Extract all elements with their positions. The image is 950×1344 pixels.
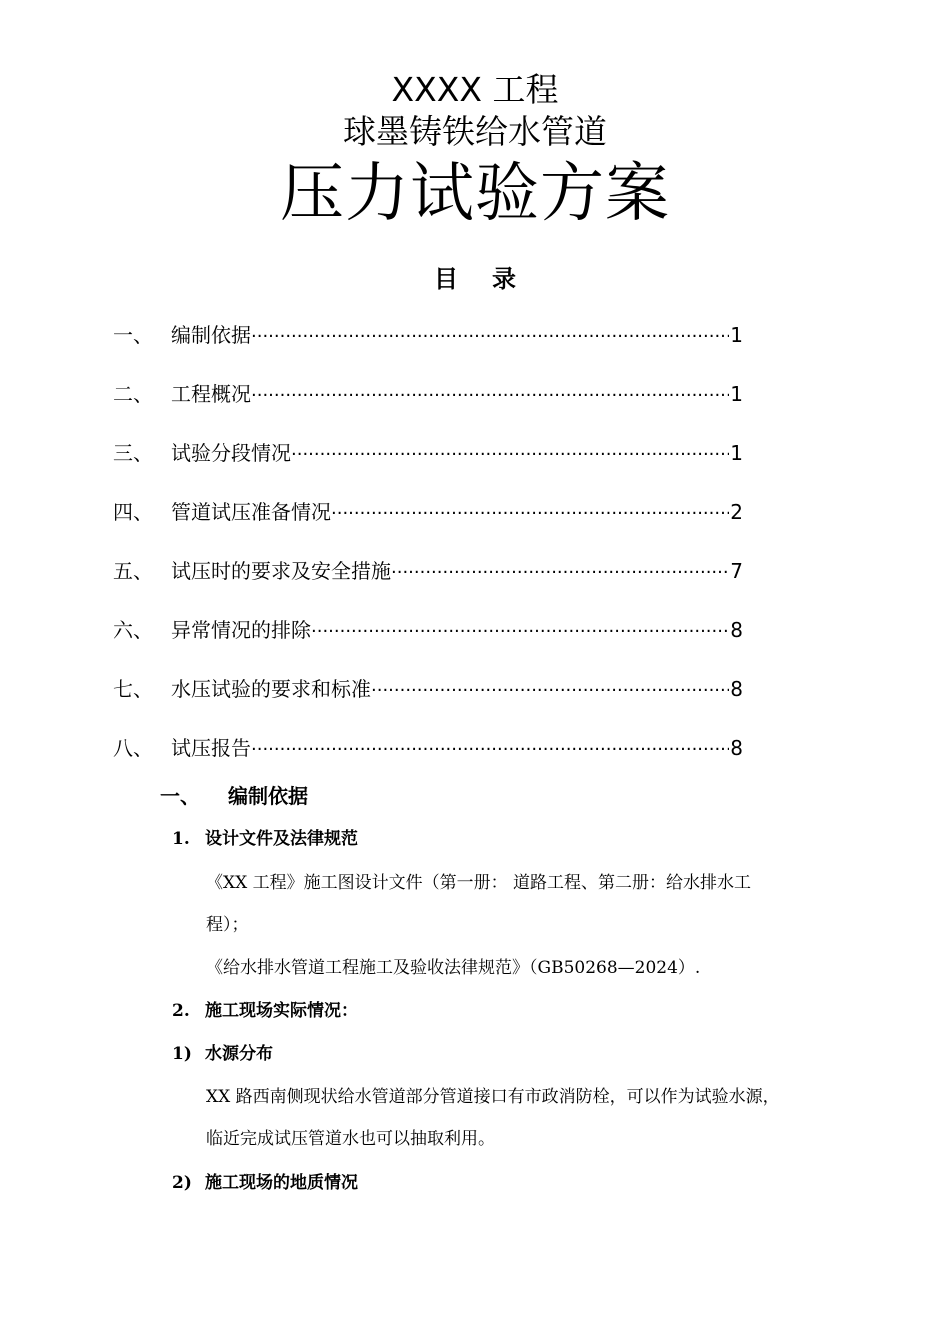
list-item-number: 2) <box>172 1173 192 1193</box>
subsection-title: 设计文件及法律规范 <box>205 829 358 849</box>
toc-leader-dots <box>331 499 729 529</box>
toc-leader-dots <box>291 440 729 470</box>
subsection-heading <box>172 998 358 1024</box>
toc-item-page: 8 <box>730 677 743 701</box>
paragraph-line: 《XX 工程》施工图设计文件（第一册： 道路工程、第二册：给水排水工 <box>206 873 752 893</box>
toc-item <box>113 615 743 645</box>
toc-item-page: 1 <box>730 382 743 406</box>
toc-item-title: 工程概况 <box>171 382 251 406</box>
toc-item-page: 8 <box>730 736 743 760</box>
toc-item-page: 7 <box>730 559 743 583</box>
toc-item-number: 二、 <box>113 382 153 406</box>
section-heading <box>160 781 308 811</box>
project-title: XXXX 工程 <box>391 70 559 109</box>
toc-leader-dots <box>311 617 729 647</box>
toc-item <box>113 320 743 350</box>
toc-item <box>113 379 743 409</box>
toc-item-title: 管道试压准备情况 <box>171 500 331 524</box>
paragraph-line: XX 路西南侧现状给水管道部分管道接口有市政消防栓，可以作为试验水源， <box>206 1087 780 1107</box>
toc-item <box>113 733 743 763</box>
subsection-title: 施工现场实际情况： <box>205 1001 358 1021</box>
toc-item <box>113 556 743 586</box>
subsection-heading <box>172 826 358 852</box>
toc-item <box>113 438 743 468</box>
toc-item-title: 试压时的要求及安全措施 <box>171 559 391 583</box>
toc-item <box>113 497 743 527</box>
toc-item-number: 六、 <box>113 618 153 642</box>
subsection-number: 2. <box>172 1001 190 1021</box>
toc-item-number: 七、 <box>113 677 153 701</box>
toc-leader-dots <box>251 381 729 411</box>
section-title: 编制依据 <box>228 784 308 808</box>
toc-leader-dots <box>251 735 729 765</box>
toc-heading: 目录 <box>434 265 550 293</box>
list-item-title: 水源分布 <box>205 1044 273 1064</box>
toc-item-title: 试压报告 <box>171 736 251 760</box>
toc-leader-dots <box>371 676 729 706</box>
toc-item-title: 编制依据 <box>171 323 251 347</box>
document-title: 压力试验方案 <box>280 157 670 231</box>
toc-item-page: 1 <box>730 441 743 465</box>
toc-item-page: 1 <box>730 323 743 347</box>
toc-item-number: 五、 <box>113 559 153 583</box>
paragraph-line: 程）； <box>206 915 249 935</box>
toc-item-number: 三、 <box>113 441 153 465</box>
toc-item-number: 八、 <box>113 736 153 760</box>
toc-item-title: 试验分段情况 <box>171 441 291 465</box>
paragraph-line: 《给水排水管道工程施工及验收法律规范》（GB50268—2024）. <box>206 958 701 978</box>
toc-item-title: 水压试验的要求和标准 <box>171 677 371 701</box>
list-item-heading <box>172 1170 358 1196</box>
toc-leader-dots <box>251 322 729 352</box>
list-item-number: 1) <box>172 1044 192 1064</box>
project-subtitle: 球墨铸铁给水管道 <box>343 112 607 151</box>
toc-item-page: 2 <box>730 500 743 524</box>
section-number: 一、 <box>160 784 200 808</box>
subsection-number: 1. <box>172 829 190 849</box>
toc-item-number: 四、 <box>113 500 153 524</box>
toc-leader-dots <box>391 558 729 588</box>
toc-item-number: 一、 <box>113 323 153 347</box>
toc-item-page: 8 <box>730 618 743 642</box>
list-item-title: 施工现场的地质情况 <box>205 1173 358 1193</box>
list-item-heading <box>172 1041 273 1067</box>
paragraph-line: 临近完成试压管道水也可以抽取利用。 <box>206 1129 495 1149</box>
toc-item-title: 异常情况的排除 <box>171 618 311 642</box>
toc-item <box>113 674 743 704</box>
